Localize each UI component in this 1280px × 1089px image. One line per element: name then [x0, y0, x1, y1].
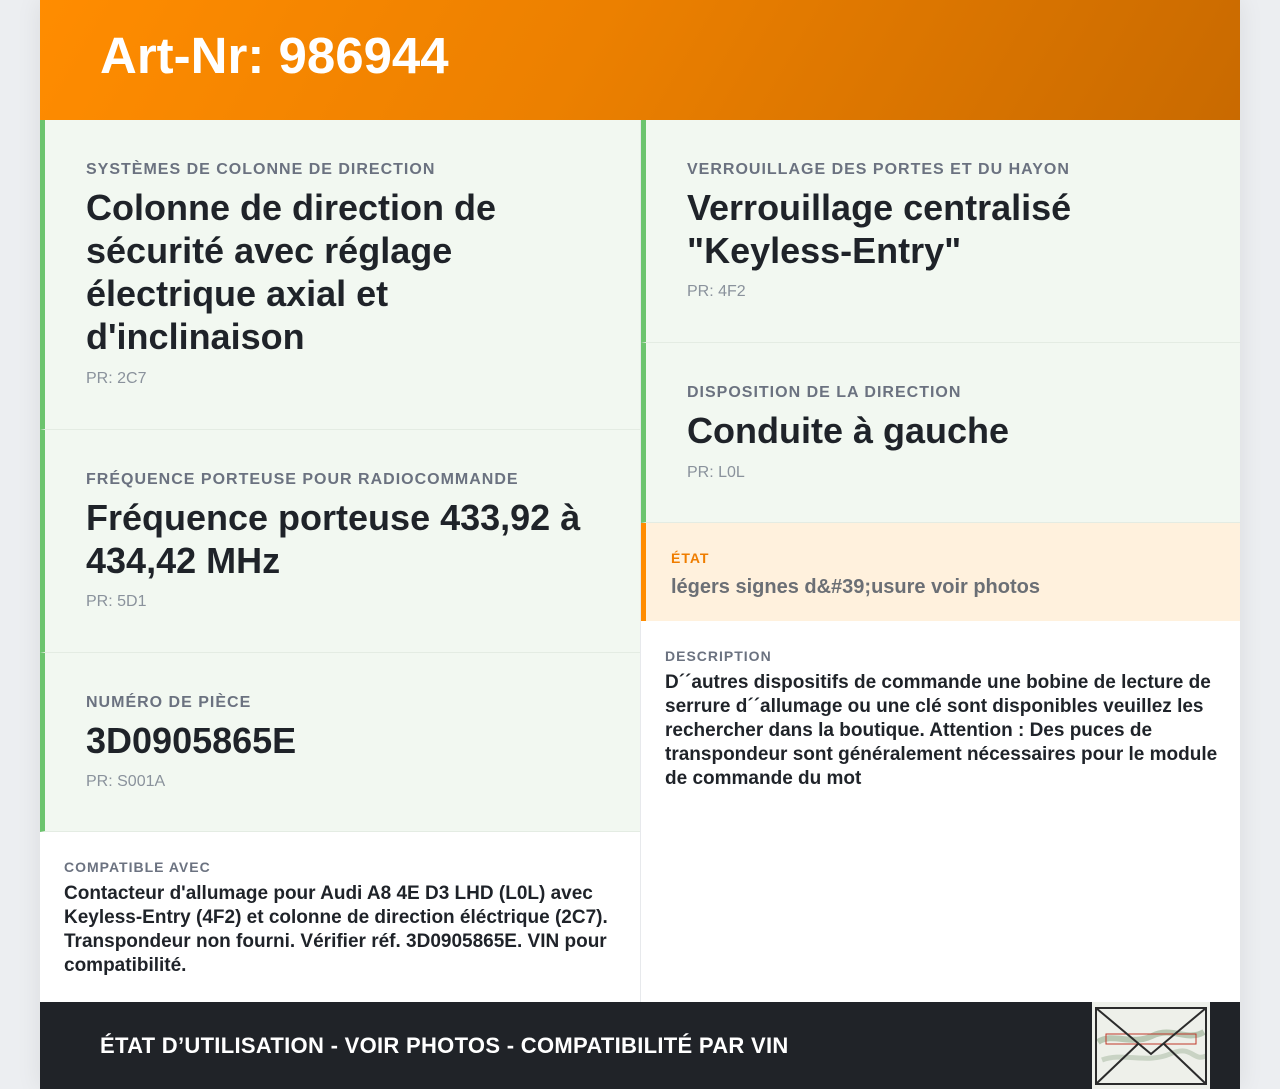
- description-block: [641, 621, 1240, 1002]
- feature-pr-code: PR: 4F2: [687, 283, 746, 300]
- compatible-text: Contacteur d'allumage pour Audi A8 4E D3 LHD (L0L) avec Keyless-Entry (4F2) et colonne de direction éléctrique (2C7). Transpondeur non fourni. Vérifier réf. 3D0905865E. VIN pour compatibilité.: [64, 883, 608, 976]
- feature-label: FRÉQUENCE PORTEUSE POUR RADIOCOMMANDE: [86, 471, 519, 488]
- feature-pr-code: PR: 5D1: [86, 593, 147, 610]
- feature-title: Verrouillage centralisé "Keyless-Entry": [687, 187, 1072, 271]
- footer-bar: [40, 1002, 1240, 1089]
- feature-title: Fréquence porteuse 433,92 à 434,42 MHz: [86, 497, 581, 581]
- feature-pr-code: PR: L0L: [687, 464, 745, 481]
- feature-card-door-locking: [641, 120, 1240, 343]
- condition-text: légers signes d&#39;usure voir photos: [671, 576, 1040, 598]
- feature-label: NUMÉRO DE PIÈCE: [86, 694, 252, 711]
- feature-card-radio-frequency: [40, 430, 640, 653]
- envelope-thumbnail-icon[interactable]: [1092, 1002, 1210, 1089]
- feature-label: VERROUILLAGE DES PORTES ET DU HAYON: [687, 161, 1070, 178]
- product-sheet: [40, 0, 1240, 1089]
- envelope-icon: [1092, 1002, 1210, 1089]
- feature-pr-code: PR: S001A: [86, 773, 166, 790]
- footer-text: ÉTAT D’UTILISATION - VOIR PHOTOS - COMPATIBILITÉ PAR VIN: [100, 1033, 789, 1058]
- condition-label: ÉTAT: [671, 550, 710, 566]
- feature-title: 3D0905865E: [86, 720, 297, 761]
- feature-card-steering-column: [40, 120, 640, 430]
- right-column: [640, 120, 1240, 1002]
- compatible-block: [40, 832, 640, 1002]
- condition-block: [641, 523, 1240, 621]
- description-text: D´´autres dispositifs de commande une bobine de lecture de serrure d´´allumage ou une clé sont disponibles veuillez les rechercher dans la boutique. Attention : Des puces de transpondeur sont généralement nécessaires pour le module de commande du mot: [665, 672, 1218, 789]
- feature-title: Conduite à gauche: [687, 410, 1010, 451]
- article-number-title: Art-Nr: 986944: [100, 27, 449, 84]
- feature-title: Colonne de direction de sécurité avec réglage électrique axial et d'inclinaison: [86, 187, 497, 357]
- compatible-label: COMPATIBLE AVEC: [64, 859, 211, 875]
- feature-card-steering-layout: [641, 343, 1240, 523]
- header-banner: [40, 0, 1240, 120]
- feature-label: SYSTÈMES DE COLONNE DE DIRECTION: [86, 161, 436, 178]
- feature-card-part-number: [40, 653, 640, 832]
- feature-pr-code: PR: 2C7: [86, 370, 147, 387]
- feature-label: DISPOSITION DE LA DIRECTION: [687, 384, 962, 401]
- description-label: DESCRIPTION: [665, 648, 772, 664]
